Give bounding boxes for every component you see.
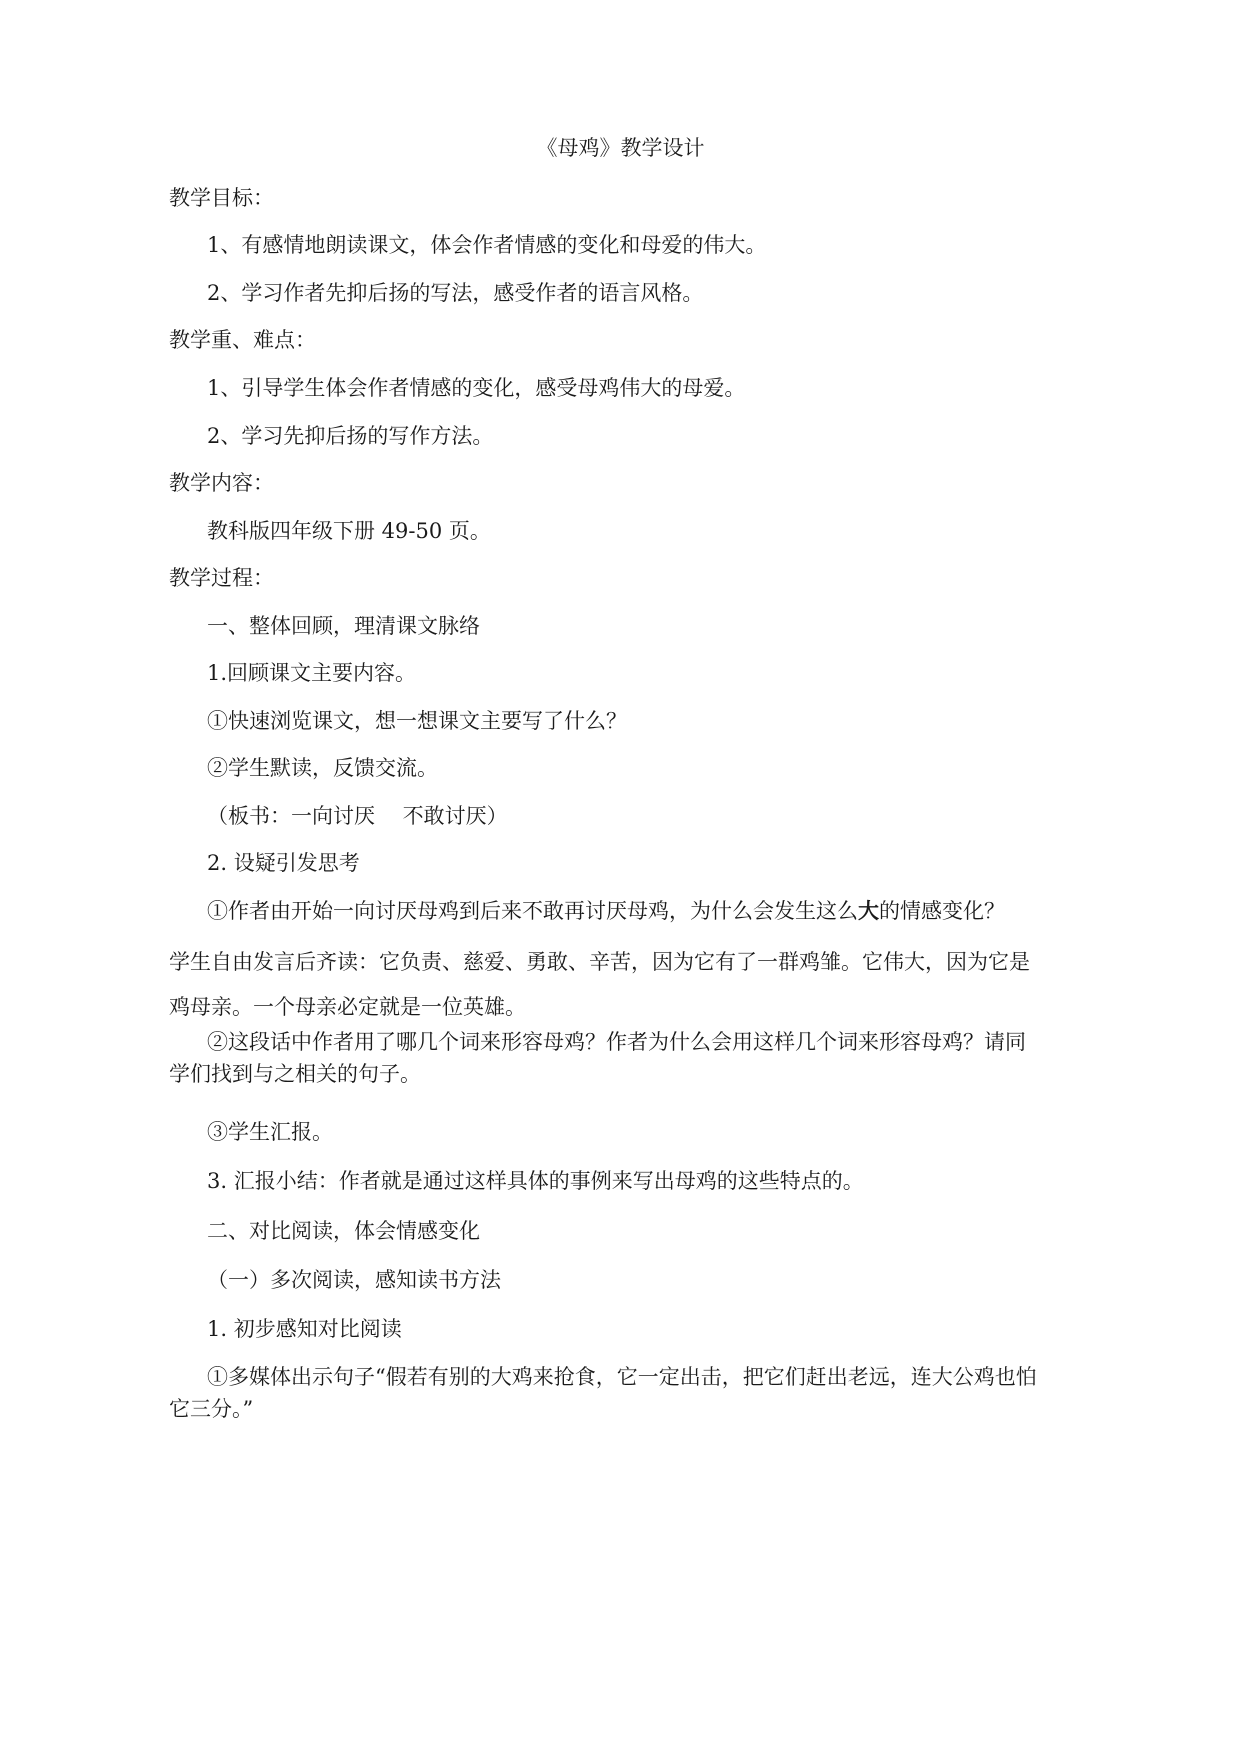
question-item: ②学生默读，反馈交流。 (207, 756, 438, 780)
section-heading: 二、对比阅读，体会情感变化 (207, 1219, 480, 1243)
board-note: （板书：一向讨厌 不敢讨厌） (207, 804, 508, 828)
key-points-heading: 教学重、难点： (169, 328, 316, 352)
question-item: ①快速浏览课文，想一想课文主要写了什么？ (207, 709, 627, 733)
content-heading: 教学内容： (169, 471, 274, 495)
content-text: 教科版四年级下册 49-50 页。 (207, 519, 491, 543)
question-item: ①多媒体出示句子“假若有别的大鸡来抢食，它一定出击，把它们赶出老远，连大公鸡也怕它三分。” (169, 1365, 1037, 1421)
subsection-heading: （一）多次阅读，感知读书方法 (207, 1268, 501, 1292)
question-item: ②这段话中作者用了哪几个词来形容母鸡？作者为什么会用这样几个词来形容母鸡？请同学们找到与之相关的句子。 (169, 1030, 1026, 1086)
step-heading: 1. 初步感知对比阅读 (207, 1317, 402, 1341)
question-text: 的情感变化？ (879, 899, 1005, 923)
document-title: 《母鸡》教学设计 (536, 136, 705, 160)
emphasis-text: 大 (858, 898, 879, 923)
key-point-item: 2、学习先抑后扬的写作方法。 (207, 424, 494, 448)
question-text: ①作者由开始一向讨厌母鸡到后来不敢再讨厌母鸡，为什么会发生这么 (207, 899, 858, 923)
question-item (207, 896, 1005, 926)
key-point-item: 1、引导学生体会作者情感的变化，感受母鸡伟大的母爱。 (207, 376, 746, 400)
section-heading: 一、整体回顾，理清课文脉络 (207, 614, 480, 638)
step-heading: 1.回顾课文主要内容。 (207, 661, 417, 685)
step-heading: 3. 汇报小结：作者就是通过这样具体的事例来写出母鸡的这些特点的。 (207, 1169, 864, 1193)
objectives-heading: 教学目标： (169, 186, 274, 210)
question-item: ③学生汇报。 (207, 1120, 333, 1144)
step-heading: 2. 设疑引发思考 (207, 851, 360, 875)
objective-item: 1、有感情地朗读课文，体会作者情感的变化和母爱的伟大。 (207, 233, 767, 257)
objective-item: 2、学习作者先抑后扬的写法，感受作者的语言风格。 (207, 281, 704, 305)
student-answer: 学生自由发言后齐读：它负责、慈爱、勇敢、辛苦，因为它有了一群鸡雏。它伟大，因为它是鸡母亲。一个母亲必定就是一位英雄。 (169, 950, 1030, 1019)
process-heading: 教学过程： (169, 566, 274, 590)
